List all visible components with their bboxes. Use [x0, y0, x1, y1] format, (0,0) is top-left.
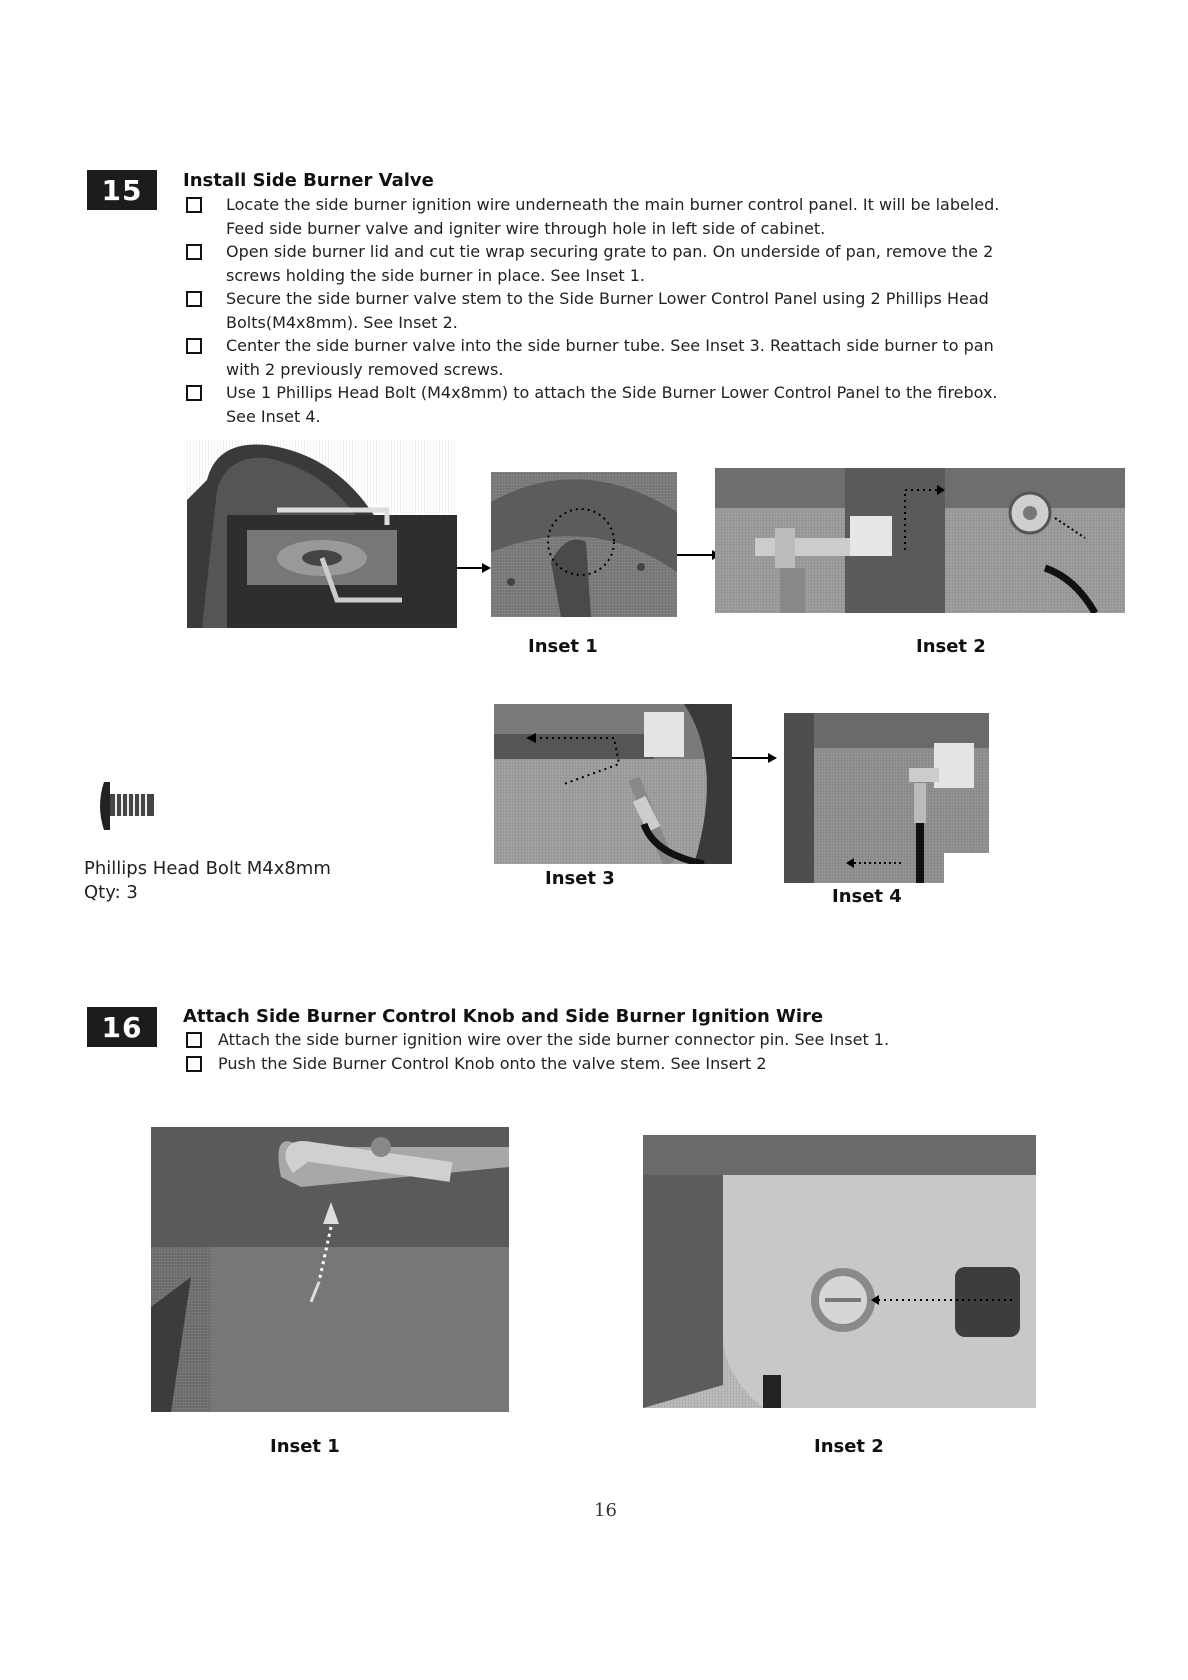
- arrow-right-icon: [732, 752, 777, 764]
- grill-side-burner-photo: [187, 440, 457, 628]
- checkbox[interactable]: [186, 244, 202, 260]
- step-15-item: Center the side burner valve into the side burner tube. See Inset 3. Reattach side burner to pan with 2 previously removed screws.: [183, 334, 1103, 381]
- step-15-title: Install Side Burner Valve: [183, 170, 434, 191]
- step-15-item: Locate the side burner ignition wire underneath the main burner control panel. It will be labeled. Feed side burner valve and igniter wire through hole in left side of cabinet.: [183, 193, 1103, 240]
- step-15-instructions: [183, 193, 1103, 428]
- step-16-inset-2-photo: [643, 1135, 1036, 1408]
- inset-4-photo: [784, 713, 989, 883]
- step-15-item: Open side burner lid and cut tie wrap securing grate to pan. On underside of pan, remove the 2 screws holding the side burner in place. See Inset 1.: [183, 240, 1103, 287]
- step-16-item: Push the Side Burner Control Knob onto the valve stem. See Insert 2: [183, 1052, 1103, 1076]
- step-15-badge: 15: [87, 170, 157, 210]
- checkbox[interactable]: [186, 1056, 202, 1072]
- checkbox[interactable]: [186, 385, 202, 401]
- arrow-right-icon: [456, 562, 491, 574]
- checkbox[interactable]: [186, 1032, 202, 1048]
- bolt-caption: [84, 857, 331, 905]
- inset-4-label: Inset 4: [832, 886, 902, 907]
- inset-1-photo: [491, 472, 677, 617]
- step-16-instructions: [183, 1028, 1103, 1075]
- phillips-head-bolt-icon: [96, 780, 158, 832]
- checkbox[interactable]: [186, 338, 202, 354]
- page-number: 16: [594, 1500, 617, 1521]
- checkbox[interactable]: [186, 291, 202, 307]
- inset-2-photo: [715, 468, 1125, 613]
- step-16-badge: 16: [87, 1007, 157, 1047]
- inset-3-label: Inset 3: [545, 868, 615, 889]
- bolt-quantity: Qty: 3: [84, 882, 138, 903]
- step-16-inset-1-label: Inset 1: [270, 1436, 340, 1457]
- step-16-inset-2-label: Inset 2: [814, 1436, 884, 1457]
- inset-1-label: Inset 1: [528, 636, 598, 657]
- bolt-name: Phillips Head Bolt M4x8mm: [84, 858, 331, 879]
- step-16-item: Attach the side burner ignition wire over the side burner connector pin. See Inset 1.: [183, 1028, 1103, 1052]
- step-16-title: Attach Side Burner Control Knob and Side Burner Ignition Wire: [183, 1006, 824, 1027]
- checkbox[interactable]: [186, 197, 202, 213]
- step-15-item: Secure the side burner valve stem to the Side Burner Lower Control Panel using 2 Phillips Head Bolts(M4x8mm). See Inset 2.: [183, 287, 1103, 334]
- inset-2-label: Inset 2: [916, 636, 986, 657]
- step-16-inset-1-photo: [151, 1127, 509, 1412]
- inset-3-photo: [494, 704, 732, 864]
- step-15-item: Use 1 Phillips Head Bolt (M4x8mm) to attach the Side Burner Lower Control Panel to the firebox. See Inset 4.: [183, 381, 1103, 428]
